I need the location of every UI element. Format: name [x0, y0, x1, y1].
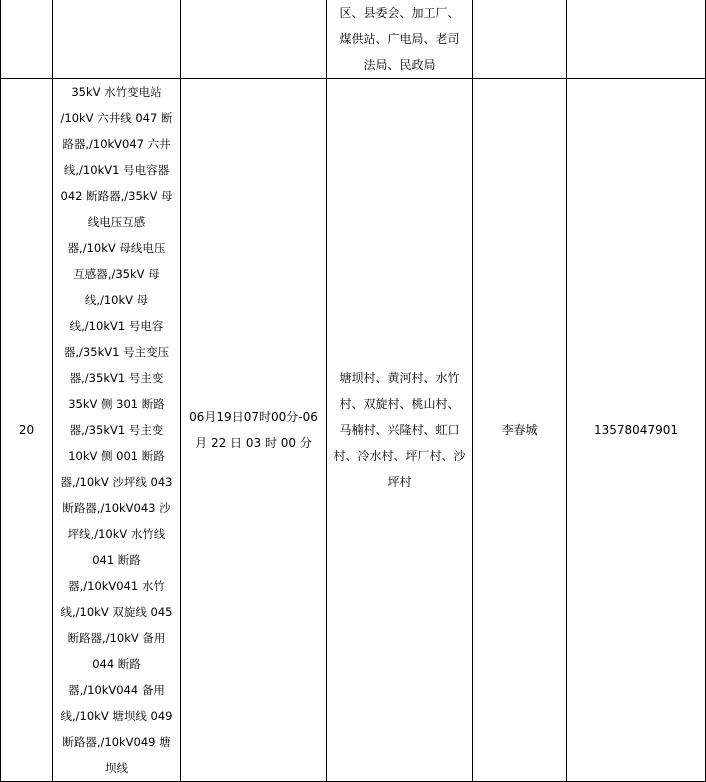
time-line: 06月19日07时00分-06 — [189, 410, 318, 424]
equipment-line: 器,/35kV1 号主变压 — [63, 345, 170, 359]
equipment-line: 断路器,/10kV 备用 — [67, 631, 166, 645]
equipment-line: 器,/35kV1 号主变 — [69, 371, 164, 385]
area-line: 区、县委会、加工厂、 — [339, 6, 460, 20]
equipment-line: 线,/10kV1 号电容器 — [63, 163, 170, 177]
equipment-cell — [53, 79, 181, 782]
equipment-line: 坪线,/10kV 水竹线 — [67, 527, 166, 541]
equipment-line: 坝线 — [105, 761, 128, 775]
outage-time-cell — [181, 79, 327, 782]
contact-person-cell: 李春城 — [473, 79, 567, 782]
equipment-line: 路器,/10kV047 六井 — [62, 137, 171, 151]
equipment-line: 器,/10kV041 水竹 — [68, 579, 165, 593]
equipment-line: 10kV 侧 001 断路 — [68, 449, 165, 463]
equipment-line: 线,/10kV 双旋线 045 — [60, 605, 173, 619]
time-cell — [181, 0, 327, 79]
table-row — [1, 79, 706, 782]
area-line: 煤供站、广电局、老司 — [339, 32, 460, 46]
affected-area-cell — [327, 79, 473, 782]
area-line: 坪村 — [387, 475, 412, 489]
contact-phone-cell: 13578047901 — [567, 79, 706, 782]
table-row — [1, 0, 706, 79]
equipment-line: /10kV 六井线 047 断 — [60, 111, 173, 125]
equipment-line: 线,/10kV1 号电容 — [69, 319, 164, 333]
equipment-line: 35kV 侧 301 断路 — [68, 397, 165, 411]
affected-area-cell — [327, 0, 473, 79]
area-line: 塘坝村、黄河村、水竹 — [339, 371, 460, 385]
time-line: 月 22 日 03 时 00 分 — [195, 436, 312, 450]
equipment-line: 042 断路器,/35kV 母 — [60, 189, 173, 203]
number-cell: 20 — [1, 79, 53, 782]
area-line: 村、双旋村、桃山村、 — [339, 397, 460, 411]
equipment-line: 断路器,/10kV049 塘 — [62, 735, 171, 749]
equipment-line: 器,/10kV044 备用 — [68, 683, 165, 697]
equipment-line: 041 断路 — [92, 553, 141, 567]
equipment-cell — [53, 0, 181, 79]
area-line: 马楠村、兴隆村、虹口 — [339, 423, 460, 437]
equipment-line: 线,/10kV 母 — [84, 293, 149, 307]
equipment-line: 器,/35kV1 号主变 — [69, 423, 164, 437]
area-line: 村、冷水村、坪厂村、沙 — [333, 449, 466, 463]
equipment-line: 断路器,/10kV043 沙 — [62, 501, 171, 515]
equipment-line: 044 断路 — [92, 657, 141, 671]
phone-cell — [567, 0, 706, 79]
equipment-line: 器,/10kV 母线电压 — [67, 241, 166, 255]
person-cell — [473, 0, 567, 79]
equipment-line: 互感器,/35kV 母 — [73, 267, 160, 281]
equipment-line: 器,/10kV 沙坪线 043 — [60, 475, 173, 489]
equipment-line: 35kV 水竹变电站 — [71, 85, 162, 99]
equipment-line: 线电压互感 — [87, 215, 146, 229]
area-line: 法局、民政局 — [363, 58, 436, 72]
equipment-line: 线,/10kV 塘坝线 049 — [60, 709, 173, 723]
number-cell — [1, 0, 53, 79]
